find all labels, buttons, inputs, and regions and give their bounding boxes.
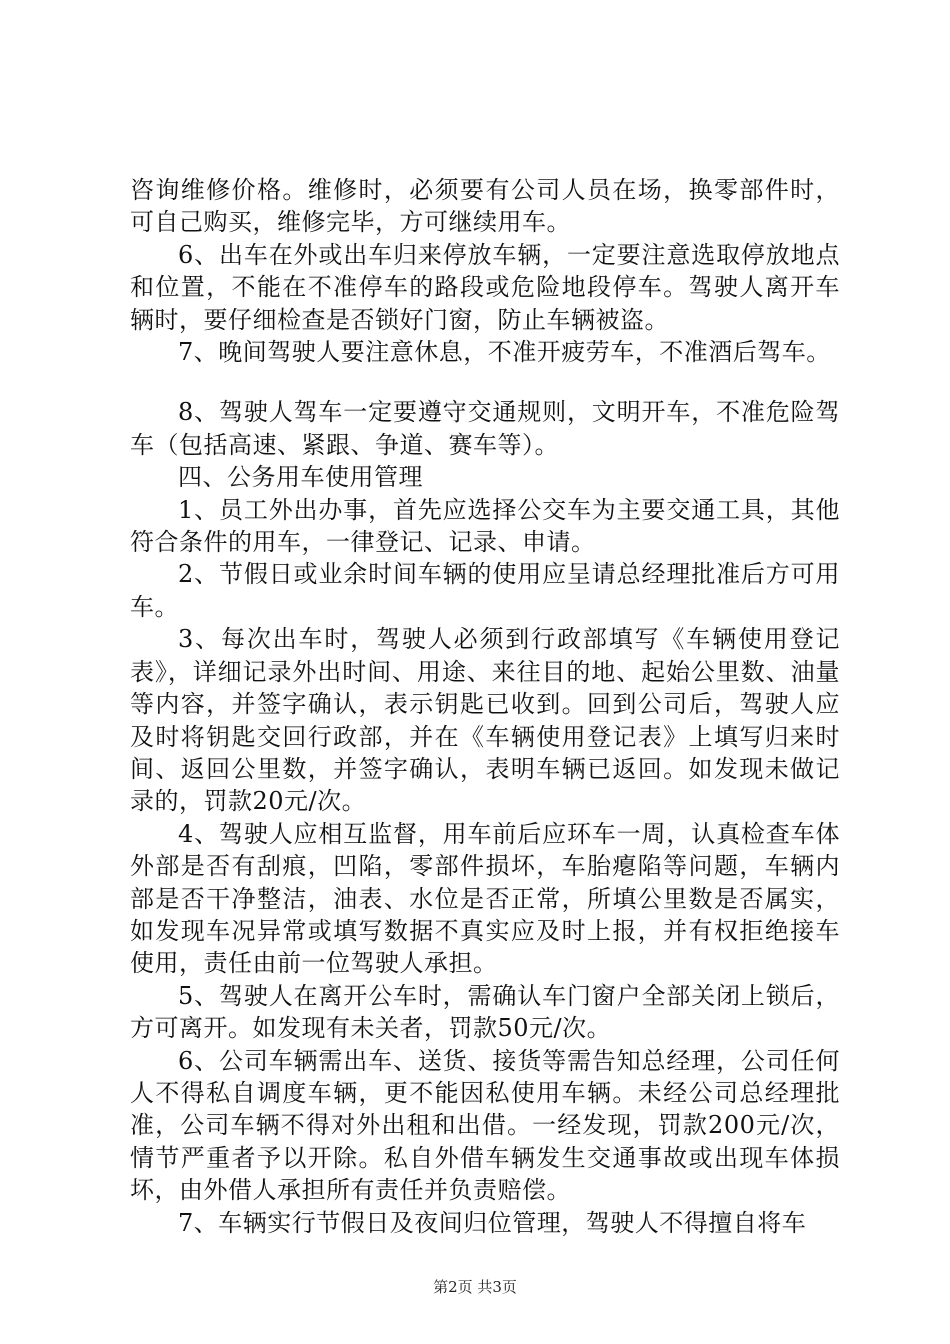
paragraph-rule-6-parking: 6、出车在外或出车归来停放车辆，一定要注意选取停放地点和位置，不能在不准停车的路段或危险地段停车。驾驶人离开车辆时，要仔细检查是否锁好门窗，防止车辆被盗。 bbox=[130, 240, 840, 334]
paragraph-item-1: 1、员工外出办事，首先应选择公交车为主要交通工具，其他符合条件的用车，一律登记、记录、申请。 bbox=[130, 495, 840, 557]
paragraph-rule-7-rest: 7、晚间驾驶人要注意休息，不准开疲劳车，不准酒后驾车。 bbox=[178, 338, 831, 367]
section-heading-official-car-use: 四、公务用车使用管理 bbox=[178, 463, 423, 492]
paragraph-item-4: 4、驾驶人应相互监督，用车前后应环车一周，认真检查车体外部是否有刮痕，凹陷，零部件损坏，车胎瘪陷等问题，车辆内部是否干净整洁，油表、水位是否正常，所填公里数是否属实，如发现车况异常或填写数据不真实应及时上报，并有权拒绝接车使用，责任由前一位驾驶人承担。 bbox=[130, 819, 840, 978]
paragraph-item-6: 6、公司车辆需出车、送货、接货等需告知总经理，公司任何人不得私自调度车辆，更不能因私使用车辆。未经公司总经理批准，公司车辆不得对外出租和出借。一经发现，罚款200元/次，情节严重者予以开除。私自外借车辆发生交通事故或出现车体损坏，由外借人承担所有责任并负责赔偿。 bbox=[130, 1046, 840, 1205]
document-body bbox=[130, 174, 840, 1239]
paragraph-rule-8-traffic: 8、驾驶人驾车一定要遵守交通规则，文明开车，不准危险驾车（包括高速、紧跟、争道、赛车等）。 bbox=[130, 398, 840, 459]
paragraph-item-3: 3、每次出车时，驾驶人必须到行政部填写《车辆使用登记表》，详细记录外出时间、用途、来往目的地、起始公里数、油量等内容，并签字确认，表示钥匙已收到。回到公司后，驾驶人应及时将钥匙交回行政部，并在《车辆使用登记表》上填写归来时间、返回公里数，并签字确认，表明车辆已返回。如发现未做记录的，罚款20元/次。 bbox=[130, 625, 840, 816]
page-number-label: 第2页 共3页 bbox=[433, 1278, 517, 1296]
paragraph-item-5: 5、驾驶人在离开公车时，需确认车门窗户全部关闭上锁后，方可离开。如发现有未关者，罚款50元/次。 bbox=[130, 981, 840, 1043]
paragraph-item-7: 7、车辆实行节假日及夜间归位管理，驾驶人不得擅自将车 bbox=[178, 1208, 807, 1237]
paragraph-continuation: 咨询维修价格。维修时，必须要有公司人员在场，换零部件时，可自己购买，维修完毕，方可继续用车。 bbox=[130, 176, 840, 237]
paragraph-item-2: 2、节假日或业余时间车辆的使用应呈请总经理批准后方可用车。 bbox=[130, 560, 840, 621]
page-footer bbox=[0, 1277, 950, 1297]
